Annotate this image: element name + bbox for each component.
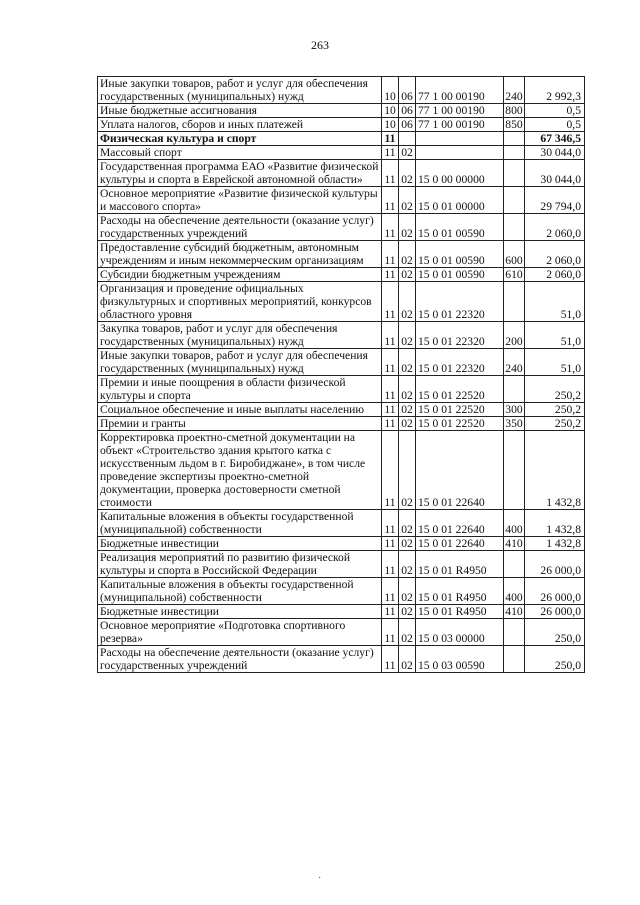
row-name-cell: Бюджетные инвестиции bbox=[98, 605, 382, 619]
row-target-article-cell: 77 1 00 00190 bbox=[416, 118, 504, 132]
row-amount-cell: 2 060,0 bbox=[525, 241, 585, 268]
table-row bbox=[98, 605, 585, 619]
row-expense-type-cell: 410 bbox=[505, 537, 523, 550]
row-amount-cell: 0,5 bbox=[525, 118, 585, 132]
row-section-cell: 11 bbox=[382, 376, 399, 403]
row-name-cell: Массовый спорт bbox=[98, 146, 382, 160]
row-name-cell: Организация и проведение официальных физкультурных и спортивных мероприятий, конкурсов областного уровня bbox=[98, 282, 382, 322]
row-amount-cell: 250,2 bbox=[525, 376, 585, 403]
table-row bbox=[98, 578, 585, 605]
row-section-cell: 11 bbox=[382, 282, 399, 322]
row-expense-type-cell: 800 bbox=[505, 104, 523, 117]
row-expense-type-cell: 610 bbox=[505, 268, 523, 281]
row-subsection-cell: 02 bbox=[399, 578, 416, 605]
row-section-cell: 11 bbox=[382, 187, 399, 214]
row-target-article-cell: 15 0 01 R4950 bbox=[416, 605, 504, 619]
row-section-cell: 11 bbox=[382, 537, 399, 551]
table-row bbox=[98, 104, 585, 118]
row-name-cell: Уплата налогов, сборов и иных платежей bbox=[98, 118, 382, 132]
row-subsection-cell: 02 bbox=[399, 187, 416, 214]
row-amount-cell: 51,0 bbox=[525, 282, 585, 322]
row-subsection-cell: 02 bbox=[399, 349, 416, 376]
row-name-cell: Расходы на обеспечение деятельности (оказание услуг) государственных учреждений bbox=[98, 214, 382, 241]
table-row bbox=[98, 268, 585, 282]
table-row bbox=[98, 322, 585, 349]
row-expense-type-cell bbox=[504, 132, 525, 146]
row-expense-type-cell bbox=[504, 146, 525, 160]
row-target-article-cell: 15 0 01 22520 bbox=[416, 417, 504, 431]
row-expense-type-cell: 200 bbox=[504, 322, 525, 349]
table-row bbox=[98, 349, 585, 376]
row-section-cell: 11 bbox=[382, 578, 399, 605]
row-subsection-cell: 02 bbox=[399, 268, 416, 282]
row-name-cell: Основное мероприятие «Развитие физической культуры и массового спорта» bbox=[98, 187, 382, 214]
table-row bbox=[98, 619, 585, 646]
row-expense-type-cell: 300 bbox=[505, 403, 523, 416]
row-name-cell: Основное мероприятие «Подготовка спортивного резерва» bbox=[98, 619, 382, 646]
table-row bbox=[98, 431, 585, 510]
row-target-article-cell: 15 0 01 R4950 bbox=[416, 551, 504, 578]
row-subsection-cell: 02 bbox=[399, 146, 416, 160]
row-amount-cell: 1 432,8 bbox=[525, 537, 585, 551]
row-name-cell: Социальное обеспечение и иные выплаты населению bbox=[98, 403, 382, 417]
row-amount-cell: 29 794,0 bbox=[525, 187, 585, 214]
row-amount-cell: 30 044,0 bbox=[525, 146, 585, 160]
row-target-article-cell bbox=[416, 132, 504, 146]
row-target-article-cell: 77 1 00 00190 bbox=[416, 104, 504, 118]
row-name-cell: Предоставление субсидий бюджетным, автономным учреждениям и иным некоммерческим организациям bbox=[98, 241, 382, 268]
row-subsection-cell: 02 bbox=[399, 551, 416, 578]
row-section-cell: 11 bbox=[382, 551, 399, 578]
row-target-article-cell: 15 0 01 00590 bbox=[416, 268, 504, 282]
row-section-cell: 11 bbox=[382, 241, 399, 268]
row-name-cell: Закупка товаров, работ и услуг для обеспечения государственных (муниципальных) нужд bbox=[98, 322, 382, 349]
row-section-cell: 10 bbox=[382, 118, 399, 132]
table-row bbox=[98, 551, 585, 578]
row-section-cell: 11 bbox=[382, 403, 399, 417]
row-amount-cell: 51,0 bbox=[525, 349, 585, 376]
row-name-cell: Иные закупки товаров, работ и услуг для обеспечения государственных (муниципальных) нужд bbox=[98, 349, 382, 376]
table-row bbox=[98, 403, 585, 417]
row-target-article-cell: 15 0 01 R4950 bbox=[416, 578, 504, 605]
row-expense-type-cell: 850 bbox=[505, 118, 523, 131]
page-speck: · bbox=[318, 873, 322, 884]
row-target-article-cell: 15 0 01 22520 bbox=[416, 403, 504, 417]
row-target-article-cell: 15 0 01 22320 bbox=[416, 349, 504, 376]
row-section-cell: 11 bbox=[382, 646, 399, 673]
row-expense-type-cell bbox=[504, 376, 525, 403]
row-section-cell: 11 bbox=[382, 417, 399, 431]
row-section-cell: 11 bbox=[382, 132, 399, 146]
row-section-cell: 10 bbox=[382, 104, 399, 118]
row-name-cell: Капитальные вложения в объекты государственной (муниципальной) собственности bbox=[98, 510, 382, 537]
row-amount-cell: 26 000,0 bbox=[525, 605, 585, 619]
row-amount-cell: 2 060,0 bbox=[525, 214, 585, 241]
table-row bbox=[98, 241, 585, 268]
row-expense-type-cell: 240 bbox=[504, 77, 525, 104]
row-amount-cell: 2 060,0 bbox=[525, 268, 585, 282]
row-subsection-cell: 02 bbox=[399, 241, 416, 268]
row-target-article-cell: 15 0 01 22640 bbox=[416, 431, 504, 510]
row-name-cell: Премии и гранты bbox=[98, 417, 382, 431]
table-row bbox=[98, 417, 585, 431]
row-amount-cell: 250,0 bbox=[525, 646, 585, 673]
row-name-cell: Реализация мероприятий по развитию физической культуры и спорта в Российской Федерации bbox=[98, 551, 382, 578]
row-subsection-cell: 02 bbox=[399, 619, 416, 646]
row-expense-type-cell: 350 bbox=[505, 417, 523, 430]
row-subsection-cell: 02 bbox=[399, 510, 416, 537]
row-subsection-cell: 02 bbox=[399, 322, 416, 349]
table-row bbox=[98, 510, 585, 537]
row-section-cell: 11 bbox=[382, 431, 399, 510]
row-expense-type-cell: 410 bbox=[505, 605, 523, 618]
row-section-cell: 11 bbox=[382, 619, 399, 646]
table-row bbox=[98, 646, 585, 673]
row-amount-cell: 67 346,5 bbox=[525, 132, 585, 146]
row-section-cell: 11 bbox=[382, 214, 399, 241]
table-row bbox=[98, 282, 585, 322]
row-target-article-cell bbox=[416, 146, 504, 160]
row-subsection-cell: 02 bbox=[399, 403, 416, 417]
row-subsection-cell: 06 bbox=[399, 118, 416, 132]
row-expense-type-cell: 400 bbox=[504, 578, 525, 605]
table-row bbox=[98, 376, 585, 403]
row-subsection-cell: 06 bbox=[399, 104, 416, 118]
row-subsection-cell: 02 bbox=[399, 160, 416, 187]
row-target-article-cell: 15 0 01 00000 bbox=[416, 187, 504, 214]
budget-table bbox=[97, 76, 585, 673]
row-name-cell: Расходы на обеспечение деятельности (оказание услуг) государственных учреждений bbox=[98, 646, 382, 673]
row-target-article-cell: 15 0 01 00590 bbox=[416, 214, 504, 241]
row-amount-cell: 51,0 bbox=[525, 322, 585, 349]
row-amount-cell: 1 432,8 bbox=[525, 431, 585, 510]
row-expense-type-cell: 600 bbox=[504, 241, 525, 268]
table-row bbox=[98, 537, 585, 551]
row-name-cell: Премии и иные поощрения в области физической культуры и спорта bbox=[98, 376, 382, 403]
row-section-cell: 11 bbox=[382, 605, 399, 619]
row-target-article-cell: 15 0 03 00000 bbox=[416, 619, 504, 646]
row-name-cell: Бюджетные инвестиции bbox=[98, 537, 382, 551]
row-target-article-cell: 15 0 01 22640 bbox=[416, 510, 504, 537]
row-section-cell: 10 bbox=[382, 77, 399, 104]
row-subsection-cell: 02 bbox=[399, 431, 416, 510]
row-name-cell: Физическая культура и спорт bbox=[98, 132, 382, 146]
row-expense-type-cell bbox=[504, 646, 525, 673]
row-section-cell: 11 bbox=[382, 268, 399, 282]
row-target-article-cell: 15 0 00 00000 bbox=[416, 160, 504, 187]
row-subsection-cell: 02 bbox=[399, 214, 416, 241]
row-name-cell: Корректировка проектно-сметной документации на объект «Строительство здания крытого катка с искусственным льдом в г. Биробиджане», в том числе проведение экспертизы проектно-сметной документации, проверка достоверности сметной стоимости bbox=[98, 431, 382, 510]
row-subsection-cell: 02 bbox=[399, 376, 416, 403]
row-section-cell: 11 bbox=[382, 160, 399, 187]
row-expense-type-cell bbox=[504, 431, 525, 510]
row-section-cell: 11 bbox=[382, 349, 399, 376]
row-subsection-cell: 02 bbox=[399, 417, 416, 431]
row-name-cell: Капитальные вложения в объекты государственной (муниципальной) собственности bbox=[98, 578, 382, 605]
row-expense-type-cell bbox=[504, 551, 525, 578]
row-expense-type-cell bbox=[504, 282, 525, 322]
row-expense-type-cell bbox=[504, 619, 525, 646]
row-target-article-cell: 15 0 01 22640 bbox=[416, 537, 504, 551]
table-row bbox=[98, 187, 585, 214]
row-subsection-cell: 06 bbox=[399, 77, 416, 104]
row-target-article-cell: 15 0 01 22320 bbox=[416, 282, 504, 322]
page-number: 263 bbox=[311, 38, 329, 52]
row-subsection-cell bbox=[399, 132, 416, 146]
row-subsection-cell: 02 bbox=[399, 646, 416, 673]
row-target-article-cell: 77 1 00 00190 bbox=[416, 77, 504, 104]
row-name-cell: Государственная программа ЕАО «Развитие физической культуры и спорта в Еврейской автономной области» bbox=[98, 160, 382, 187]
row-amount-cell: 30 044,0 bbox=[525, 160, 585, 187]
table-row bbox=[98, 146, 585, 160]
row-expense-type-cell bbox=[504, 160, 525, 187]
row-expense-type-cell bbox=[504, 187, 525, 214]
table-row bbox=[98, 214, 585, 241]
row-amount-cell: 250,2 bbox=[525, 417, 585, 431]
row-subsection-cell: 02 bbox=[399, 605, 416, 619]
row-amount-cell: 2 992,3 bbox=[525, 77, 585, 104]
row-section-cell: 11 bbox=[382, 322, 399, 349]
row-subsection-cell: 02 bbox=[399, 282, 416, 322]
table-row bbox=[98, 132, 585, 146]
row-amount-cell: 250,2 bbox=[525, 403, 585, 417]
row-subsection-cell: 02 bbox=[399, 537, 416, 551]
row-amount-cell: 250,0 bbox=[525, 619, 585, 646]
row-expense-type-cell: 400 bbox=[504, 510, 525, 537]
row-target-article-cell: 15 0 01 22520 bbox=[416, 376, 504, 403]
table-row bbox=[98, 118, 585, 132]
row-amount-cell: 1 432,8 bbox=[525, 510, 585, 537]
row-amount-cell: 0,5 bbox=[525, 104, 585, 118]
row-expense-type-cell: 240 bbox=[504, 349, 525, 376]
row-name-cell: Иные бюджетные ассигнования bbox=[98, 104, 382, 118]
row-section-cell: 11 bbox=[382, 510, 399, 537]
row-expense-type-cell bbox=[504, 214, 525, 241]
row-name-cell: Иные закупки товаров, работ и услуг для обеспечения государственных (муниципальных) нужд bbox=[98, 77, 382, 104]
row-target-article-cell: 15 0 03 00590 bbox=[416, 646, 504, 673]
row-amount-cell: 26 000,0 bbox=[525, 578, 585, 605]
row-target-article-cell: 15 0 01 00590 bbox=[416, 241, 504, 268]
row-amount-cell: 26 000,0 bbox=[525, 551, 585, 578]
row-target-article-cell: 15 0 01 22320 bbox=[416, 322, 504, 349]
budget-table-body bbox=[98, 77, 585, 673]
row-section-cell: 11 bbox=[382, 146, 399, 160]
row-name-cell: Субсидии бюджетным учреждениям bbox=[98, 268, 382, 282]
table-row bbox=[98, 77, 585, 104]
table-row bbox=[98, 160, 585, 187]
